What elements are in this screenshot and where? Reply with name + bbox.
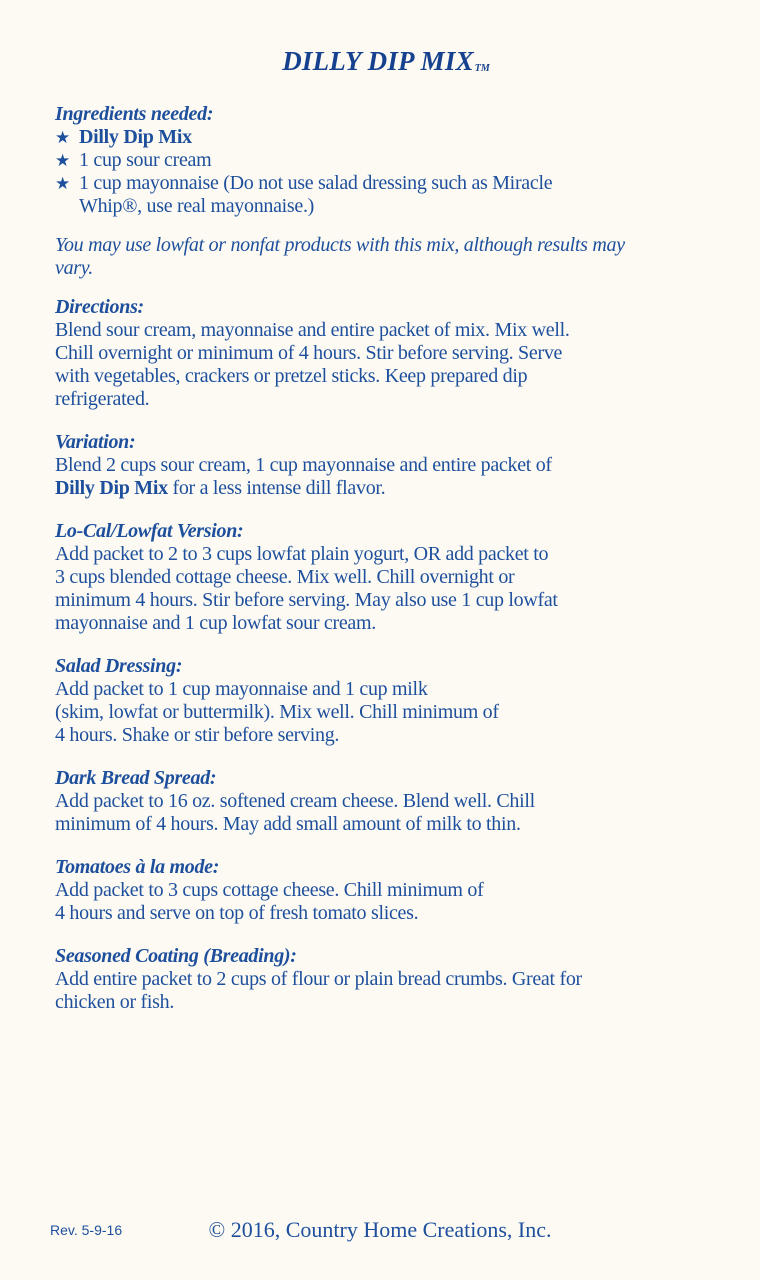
ingredient-text: 1 cup sour cream <box>79 149 212 171</box>
section-body-line: Blend 2 cups sour cream, 1 cup mayonnaise and entire packet of <box>55 454 552 476</box>
revision-label: Rev. 5-9-16 <box>50 1222 123 1238</box>
section-body-line: with vegetables, crackers or pretzel sticks. Keep prepared dip <box>55 365 528 387</box>
section-body-line: Add packet to 16 oz. softened cream cheese. Blend well. Chill <box>55 790 535 812</box>
page-title <box>55 46 716 83</box>
section-body-line: refrigerated. <box>55 388 150 410</box>
lowfat-note <box>55 234 716 280</box>
ingredients-heading: Ingredients needed: <box>55 103 214 125</box>
section-tomatoes-a-la-mode <box>55 856 716 925</box>
section-heading: Directions: <box>55 296 144 318</box>
star-bullet-icon: ★ <box>55 128 71 147</box>
section-body-line: minimum of 4 hours. May add small amount of milk to thin. <box>55 813 521 835</box>
section-body-line: Add packet to 1 cup mayonnaise and 1 cup milk <box>55 678 428 700</box>
ingredient-item <box>55 149 716 172</box>
section-heading: Lo-Cal/Lowfat Version: <box>55 520 244 542</box>
trademark-symbol: TM <box>474 63 490 74</box>
ingredient-text-line: 1 cup mayonnaise (Do not use salad dressing such as Miracle <box>79 172 553 194</box>
section-lowfat-version <box>55 520 716 635</box>
section-body-line: 4 hours and serve on top of fresh tomato slices. <box>55 902 419 924</box>
footer <box>0 1218 760 1244</box>
section-heading: Dark Bread Spread: <box>55 767 217 789</box>
section-heading: Tomatoes à la mode: <box>55 856 220 878</box>
section-seasoned-coating <box>55 945 716 1014</box>
section-body-line: Add entire packet to 2 cups of flour or plain bread crumbs. Great for <box>55 968 582 990</box>
ingredient-text: Dilly Dip Mix <box>79 126 192 148</box>
after-bold-text: for a less intense dill flavor. <box>167 477 386 499</box>
section-body-line: 4 hours. Shake or stir before serving. <box>55 724 340 746</box>
ingredient-item <box>55 172 716 218</box>
product-name-bold: Dilly Dip Mix <box>55 477 168 499</box>
section-directions <box>55 296 716 411</box>
star-bullet-icon: ★ <box>55 151 71 170</box>
section-body-line: chicken or fish. <box>55 991 175 1013</box>
section-heading: Salad Dressing: <box>55 655 183 677</box>
title-text: DILLY DIP MIX <box>282 46 474 76</box>
note-line: vary. <box>55 257 93 279</box>
section-heading: Seasoned Coating (Breading): <box>55 945 297 967</box>
section-body-line: 3 cups blended cottage cheese. Mix well. Chill overnight or <box>55 566 515 588</box>
section-body-line: mayonnaise and 1 cup lowfat sour cream. <box>55 612 376 634</box>
section-dark-bread-spread <box>55 767 716 836</box>
section-body-line: Add packet to 3 cups cottage cheese. Chill minimum of <box>55 879 484 901</box>
section-body-line: (skim, lowfat or buttermilk). Mix well. Chill minimum of <box>55 701 499 723</box>
section-heading: Variation: <box>55 431 136 453</box>
section-salad-dressing <box>55 655 716 747</box>
section-body-line: minimum 4 hours. Stir before serving. May also use 1 cup lowfat <box>55 589 558 611</box>
ingredient-text-line: Whip®, use real mayonnaise.) <box>79 195 315 217</box>
copyright-notice: © 2016, Country Home Creations, Inc. <box>208 1217 552 1242</box>
section-body-line: Add packet to 2 to 3 cups lowfat plain yogurt, OR add packet to <box>55 543 549 565</box>
star-bullet-icon: ★ <box>55 174 71 193</box>
section-body-line: Blend sour cream, mayonnaise and entire packet of mix. Mix well. <box>55 319 570 341</box>
section-ingredients <box>55 103 716 218</box>
note-line: You may use lowfat or nonfat products with this mix, although results may <box>55 234 625 256</box>
ingredient-text <box>79 172 552 218</box>
section-variation <box>55 431 716 500</box>
ingredient-item <box>55 126 716 149</box>
section-body-line: Chill overnight or minimum of 4 hours. Stir before serving. Serve <box>55 342 563 364</box>
section-body-line <box>55 477 716 500</box>
